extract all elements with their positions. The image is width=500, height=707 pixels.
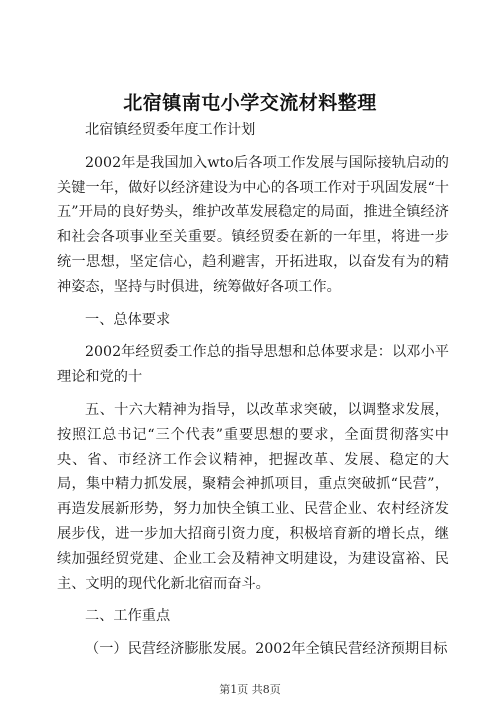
paragraph-guiding-detail: 五、十六大精神为指导，以改革求突破，以调整求发展，按照江总书记“三个代表”重要思想的要求，全面贯彻落实中央、省、市经济工作会议精神，把握改革、发展、稳定的大局，集中精力抓发展，聚精会神抓项目，重点突破抓“民营”，再造发展新形势，努力加快全镇工业、民营企业、农村经济发展步伐，进一步加大招商引资力度，积极培育新的增长点，继续加强经贸党建、企业工会及精神文明建设，为建设富裕、民主、文明的现代化新北宿而奋斗。 xyxy=(57,401,449,592)
section-heading-work-focus: 二、工作重点 xyxy=(85,608,171,625)
document-body xyxy=(57,118,449,662)
paragraph-guiding-thought: 2002年经贸委工作总的指导思想和总体要求是：以邓小平理论和党的十 xyxy=(57,344,449,386)
paragraph-intro: 2002年是我国加入wto后各项工作发展与国际接轨启动的关键一年，做好以经济建设为中心的各项工作对于巩固发展“十五”开局的良好势头，维护改革发展稳定的局面，推进全镇经济和社会各项事业至关重要。镇经贸委在新的一年里，将进一步统一思想，坚定信心，趋利避害，开拓进取，以奋发有为的精神姿态，坚持与时俱进，统筹做好各项工作。 xyxy=(57,154,449,295)
section-heading-general-requirements: 一、总体要求 xyxy=(85,311,171,328)
paragraph-subtitle: 北宿镇经贸委年度工作计划 xyxy=(85,122,256,138)
document-title: 北宿镇南屯小学交流材料整理 xyxy=(123,92,377,114)
page-number-footer: 第1页 共8页 xyxy=(219,683,281,696)
paragraph-private-economy: （一）民营经济膨胀发展。2002年全镇民营经济预期目标 xyxy=(85,641,448,658)
